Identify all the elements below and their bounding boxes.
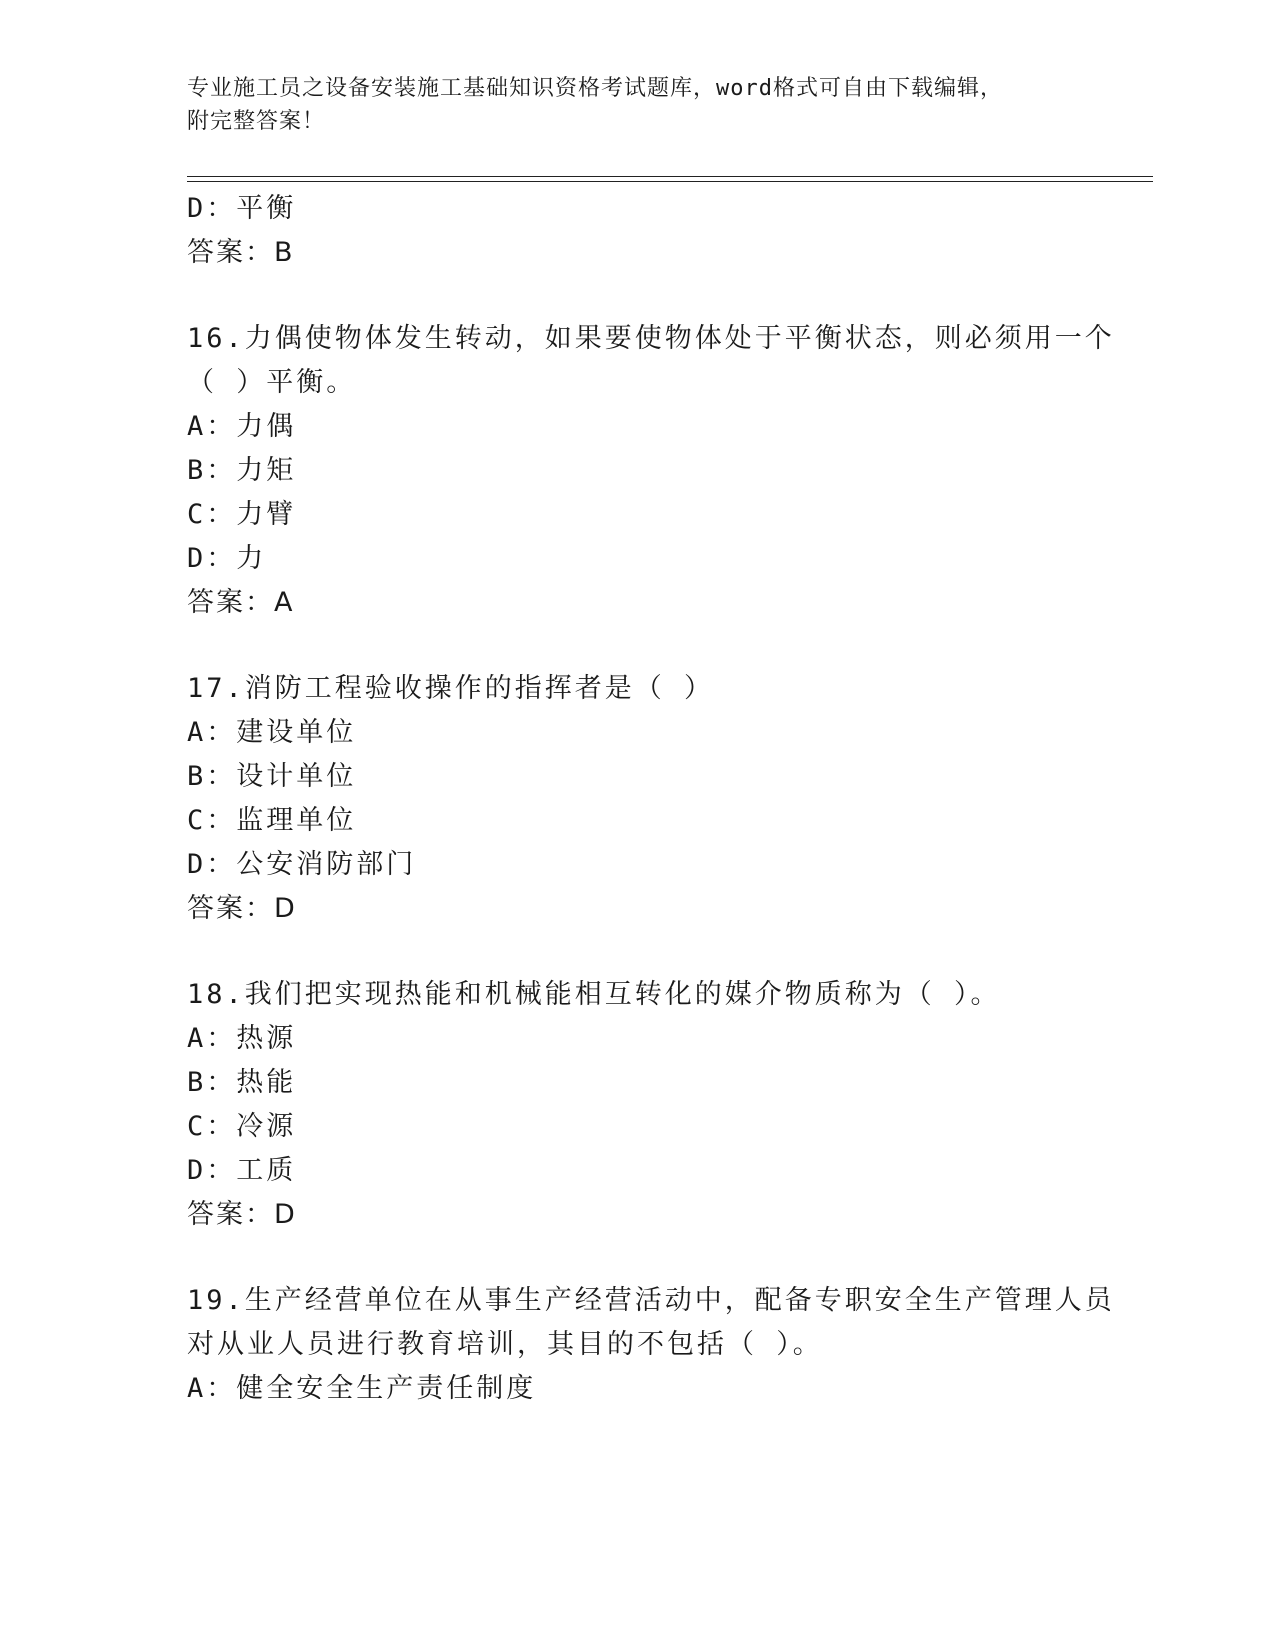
q19-stem-line-1: 19.生产经营单位在从事生产经营活动中，配备专职安全生产管理人员: [187, 1285, 1115, 1316]
prev-answer: 答案：B: [187, 237, 295, 268]
q17-option-d: D：公安消防部门: [187, 849, 417, 880]
q18-answer: 答案：D: [187, 1199, 297, 1230]
q16-option-c: C：力臂: [187, 499, 297, 530]
q18-option-a: A：热源: [187, 1023, 297, 1054]
q16-stem-line-2: （ ）平衡。: [187, 367, 357, 398]
prev-option-d: D：平衡: [187, 193, 297, 224]
q17-option-a: A：建设单位: [187, 717, 357, 748]
q18-option-d: D：工质: [187, 1155, 297, 1186]
q17-option-c: C：监理单位: [187, 805, 357, 836]
header-divider-top: [187, 176, 1153, 177]
q16-answer: 答案：A: [187, 587, 295, 618]
header-line-2: 附完整答案！: [187, 109, 326, 134]
q19-stem-line-2: 对从业人员进行教育培训，其目的不包括（ ）。: [187, 1329, 823, 1360]
q17-stem-line-1: 17.消防工程验收操作的指挥者是（ ）: [187, 673, 715, 704]
q16-stem-line-1: 16.力偶使物体发生转动，如果要使物体处于平衡状态，则必须用一个: [187, 323, 1115, 354]
q18-option-b: B：热能: [187, 1067, 297, 1098]
q16-option-b: B：力矩: [187, 455, 297, 486]
document-header: [187, 72, 1087, 138]
q18-stem-line-1: 18.我们把实现热能和机械能相互转化的媒介物质称为（ ）。: [187, 979, 1001, 1010]
q18-option-c: C：冷源: [187, 1111, 297, 1142]
q16-option-d: D：力: [187, 543, 267, 574]
q19-option-a: A：健全安全生产责任制度: [187, 1373, 537, 1404]
q17-option-b: B：设计单位: [187, 761, 357, 792]
header-line-1: 专业施工员之设备安装施工基础知识资格考试题库，word格式可自由下载编辑，: [187, 76, 1003, 101]
q17-answer: 答案：D: [187, 893, 297, 924]
q16-option-a: A：力偶: [187, 411, 297, 442]
header-divider-bottom: [187, 181, 1153, 182]
